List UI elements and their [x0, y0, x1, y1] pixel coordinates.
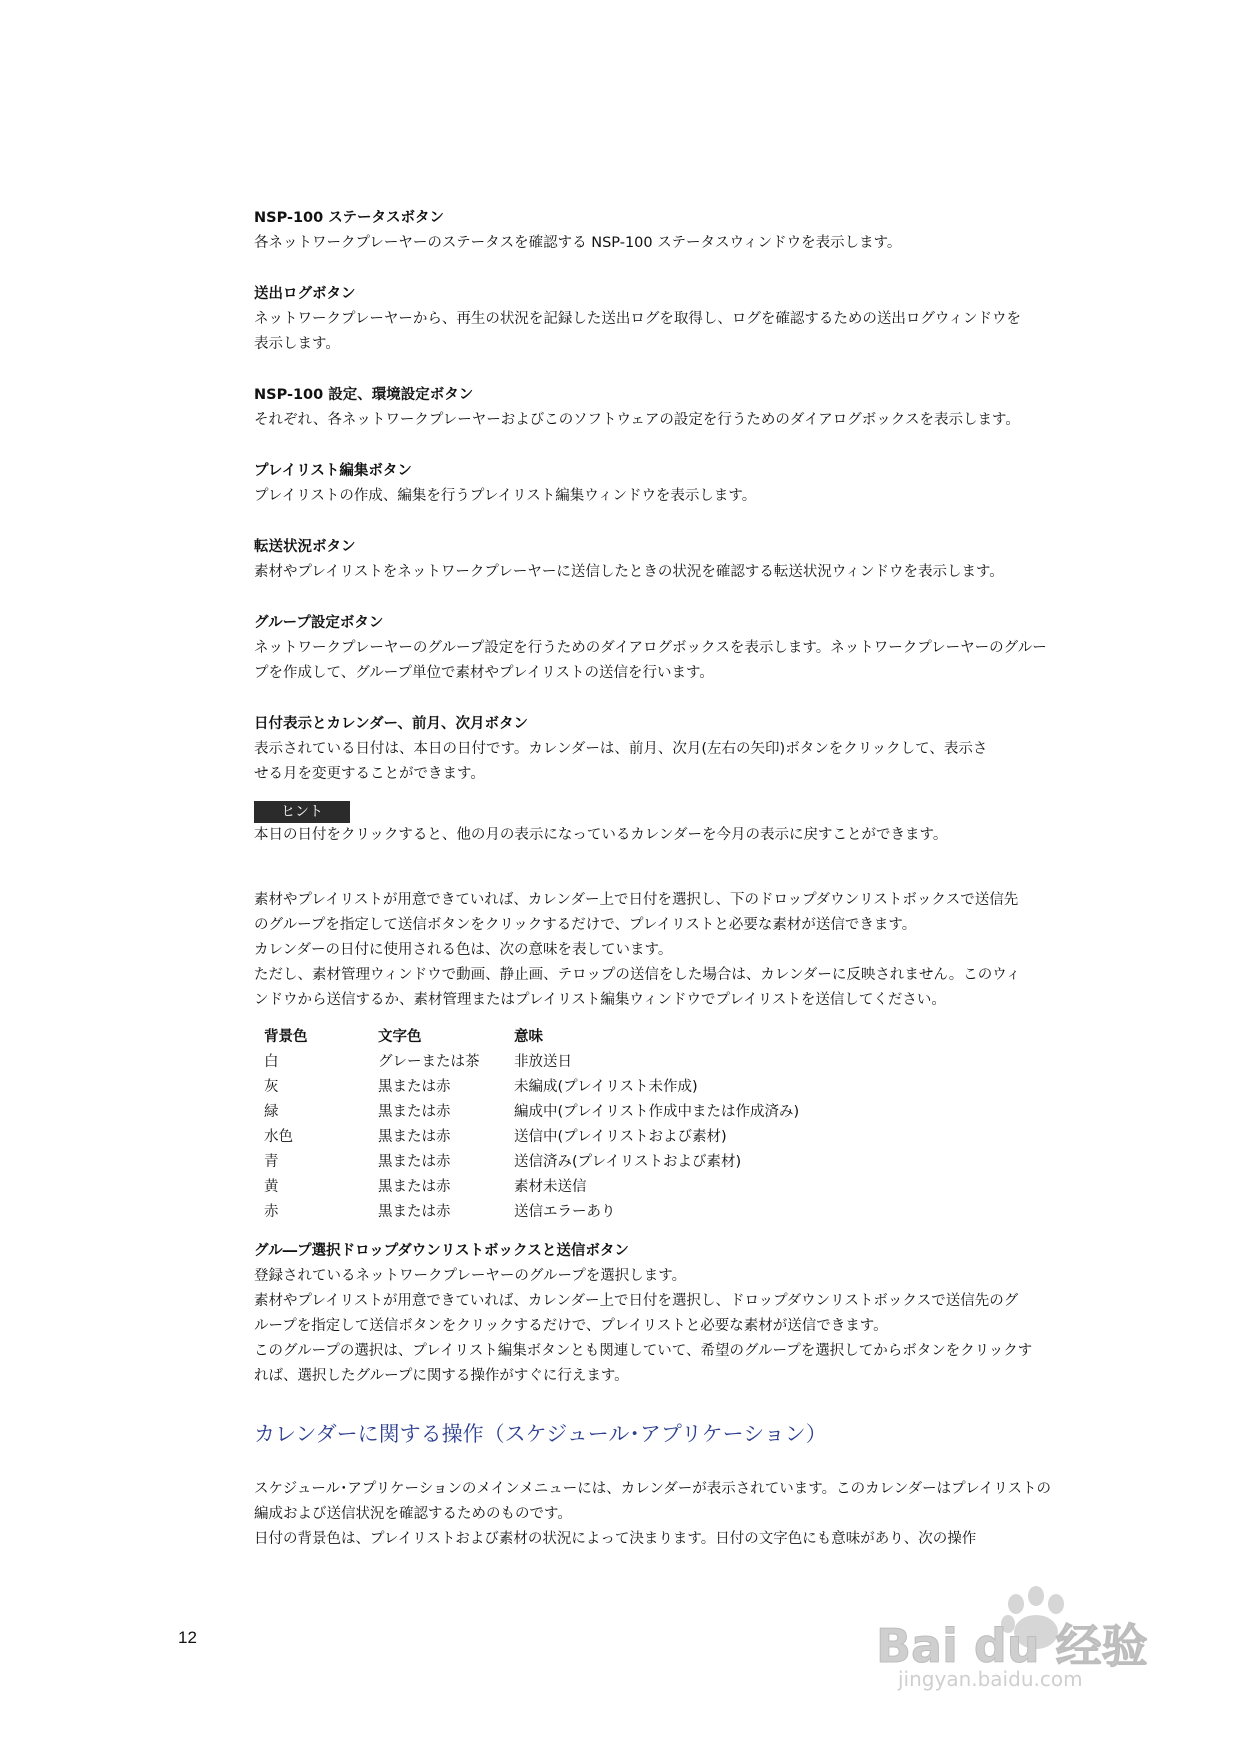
watermark-logo-text: Bai du 经验 — [876, 1619, 1148, 1673]
table-cell: 水色 — [264, 1129, 293, 1145]
section-group-select — [254, 1239, 1084, 1389]
section-text: 表示します。 — [254, 336, 340, 352]
calendar-operations-text — [254, 1477, 1084, 1552]
section-nsp-status — [254, 206, 1084, 256]
intro-line: ただし、素材管理ウィンドウで動画、静止画、テロップの送信をした場合は、カレンダーに反映されません。このウィ — [254, 967, 1021, 983]
table-cell: 黄 — [264, 1179, 279, 1195]
table-row — [264, 1050, 799, 1075]
table-cell: 黒または赤 — [378, 1079, 451, 1095]
table-cell: 送信中(プレイリストおよび素材) — [514, 1129, 727, 1145]
section-text: 表示されている日付は、本日の日付です。カレンダーは、前月、次月(左右の矢印)ボタンをクリックして、表示さ — [254, 741, 988, 757]
section-text: 素材やプレイリストをネットワークプレーヤーに送信したときの状況を確認する転送状況ウィンドウを表示します。 — [254, 564, 1004, 580]
section-text: せる月を変更することができます。 — [254, 766, 485, 782]
section-text: このグループの選択は、プレイリスト編集ボタンとも関連していて、希望のグループを選択してからボタンをクリックす — [254, 1343, 1033, 1359]
section-heading: 送出ログボタン — [254, 286, 356, 302]
section-playlist-edit — [254, 459, 1084, 509]
table-cell: 青 — [264, 1154, 279, 1170]
table-header: 意味 — [514, 1029, 543, 1045]
table-cell: 非放送日 — [514, 1054, 572, 1070]
section-transfer-status — [254, 535, 1084, 585]
table-header: 背景色 — [264, 1029, 308, 1045]
calendar-intro — [254, 888, 1084, 1013]
section-heading: NSP-100 設定、環境設定ボタン — [254, 387, 474, 403]
intro-line: 素材やプレイリストが用意できていれば、カレンダー上で日付を選択し、下のドロップダウンリストボックスで送信先 — [254, 892, 1019, 908]
section-heading: グル―プ選択ドロップダウンリストボックスと送信ボタン — [254, 1243, 629, 1259]
table-cell: 灰 — [264, 1079, 279, 1095]
body-line: 編成および送信状況を確認するためのものです。 — [254, 1506, 572, 1522]
table-row — [264, 1075, 799, 1100]
table-header: 文字色 — [378, 1029, 422, 1045]
table-cell: 緑 — [264, 1104, 279, 1120]
page-number: 12 — [178, 1628, 197, 1647]
intro-line: カレンダーの日付に使用される色は、次の意味を表しています。 — [254, 942, 673, 958]
section-text: れば、選択したグループに関する操作がすぐに行えます。 — [254, 1368, 629, 1384]
section-heading: プレイリスト編集ボタン — [254, 463, 412, 479]
hint-box — [254, 799, 1084, 848]
table-cell: 編成中(プレイリスト作成中または作成済み) — [514, 1104, 800, 1120]
table-cell: 黒または赤 — [378, 1204, 451, 1220]
table-row — [264, 1200, 799, 1225]
table-header-row — [264, 1025, 799, 1050]
table-cell: 黒または赤 — [378, 1104, 451, 1120]
section-group-settings — [254, 611, 1084, 686]
table-cell: 黒または赤 — [378, 1129, 451, 1145]
section-date-calendar — [254, 712, 1084, 787]
section-text: 素材やプレイリストが用意できていれば、カレンダー上で日付を選択し、ドロップダウンリストボックスで送信先のグ — [254, 1293, 1019, 1309]
body-line: スケジュール･アプリケーションのメインメニューには、カレンダーが表示されています。このカレンダーはプレイリストの — [254, 1481, 1052, 1497]
section-heading: グループ設定ボタン — [254, 615, 384, 631]
table-row — [264, 1175, 799, 1200]
table-cell: 素材未送信 — [514, 1179, 587, 1195]
section-heading: 転送状況ボタン — [254, 539, 356, 555]
page-content — [254, 206, 1084, 1552]
section-text: プレイリストの作成、編集を行うプレイリスト編集ウィンドウを表示します。 — [254, 488, 757, 504]
section-settings — [254, 383, 1084, 433]
table-row — [264, 1150, 799, 1175]
table-row — [264, 1125, 799, 1150]
section-text: ネットワークプレーヤーのグループ設定を行うためのダイアログボックスを表示します。ネットワークプレーヤーのグルー — [254, 640, 1047, 656]
watermark-url: jingyan.baidu.com — [898, 1667, 1083, 1691]
table-cell: 白 — [264, 1054, 279, 1070]
table-cell: グレーまたは茶 — [378, 1054, 480, 1070]
baidu-jingyan-watermark — [876, 1582, 1176, 1692]
table-cell: 黒または赤 — [378, 1179, 451, 1195]
section-text: プを作成して、グループ単位で素材やプレイリストの送信を行います。 — [254, 665, 714, 681]
color-legend-table — [264, 1025, 799, 1225]
intro-line: のグループを指定して送信ボタンをクリックするだけで、プレイリストと必要な素材が送信できます。 — [254, 917, 917, 933]
section-send-log — [254, 282, 1084, 357]
section-text: ループを指定して送信ボタンをクリックするだけで、プレイリストと必要な素材が送信できます。 — [254, 1318, 888, 1334]
section-heading: 日付表示とカレンダー、前月、次月ボタン — [254, 716, 528, 732]
table-cell: 送信済み(プレイリストおよび素材) — [514, 1154, 742, 1170]
section-title: カレンダーに関する操作（スケジュール･アプリケーション） — [254, 1422, 827, 1446]
table-row — [264, 1100, 799, 1125]
section-text: 登録されているネットワークプレーヤーのグループを選択します。 — [254, 1268, 687, 1284]
table-cell: 黒または赤 — [378, 1154, 451, 1170]
section-text: 各ネットワークプレーヤーのステータスを確認する NSP-100 ステータスウィンドウを表示します。 — [254, 235, 902, 251]
table-cell: 赤 — [264, 1204, 279, 1220]
body-line: 日付の背景色は、プレイリストおよび素材の状況によって決まります。日付の文字色にも意味があり、次の操作 — [254, 1531, 977, 1547]
table-cell: 未編成(プレイリスト未作成) — [514, 1079, 698, 1095]
section-text: それぞれ、各ネットワークプレーヤーおよびこのソフトウェアの設定を行うためのダイアログボックスを表示します。 — [254, 412, 1020, 428]
section-text: ネットワークプレーヤーから、再生の状況を記録した送出ログを取得し、ログを確認するための送出ログウィンドウを — [254, 311, 1022, 327]
table-cell: 送信エラーあり — [514, 1204, 616, 1220]
section-heading: NSP-100 ステータスボタン — [254, 210, 444, 226]
hint-badge: ヒント — [254, 801, 350, 823]
intro-line: ンドウから送信するか、素材管理またはプレイリスト編集ウィンドウでプレイリストを送信してください。 — [254, 992, 946, 1008]
hint-text: 本日の日付をクリックすると、他の月の表示になっているカレンダーを今月の表示に戻すことができます。 — [254, 827, 948, 843]
